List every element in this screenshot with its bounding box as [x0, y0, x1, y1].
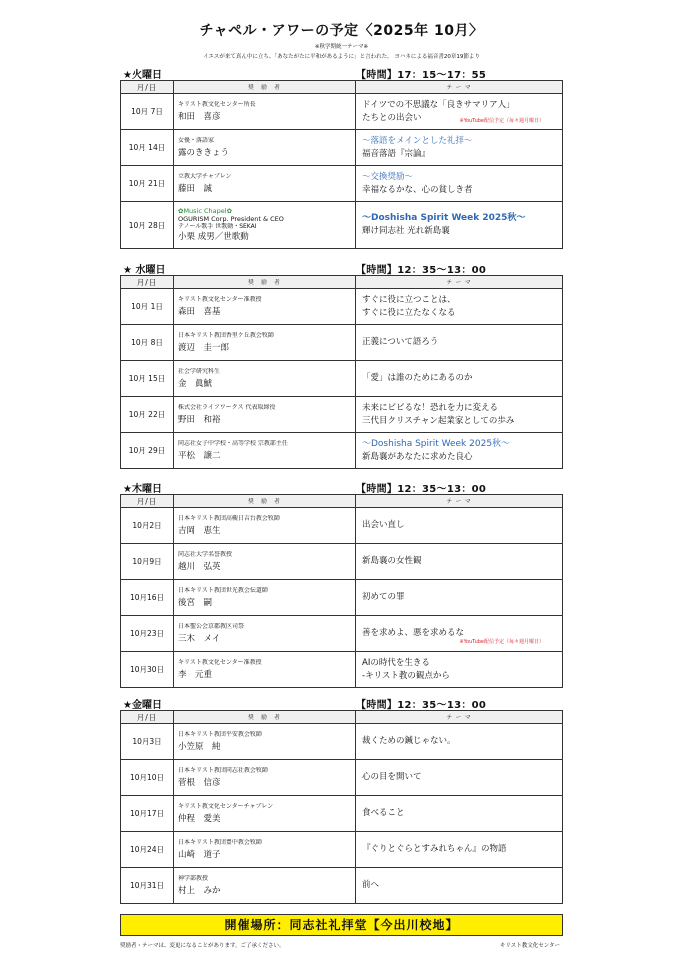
speaker-name: 菅根 信彦 [178, 777, 221, 788]
speaker-name: 山崎 道子 [178, 849, 221, 860]
header-theme: テ ー マ [356, 81, 563, 94]
speaker-role: 同志社大学名誉教授 [178, 550, 233, 558]
theme-cell [356, 130, 563, 166]
theme-line-1: 裁くための鍼じゃない。 [362, 736, 456, 746]
speaker-name: 李 元重 [178, 669, 213, 680]
speaker-name: 三木 メイ [178, 633, 221, 644]
theme-cell [356, 94, 563, 130]
speaker-role: キリスト教文化センター准教授 [178, 658, 262, 666]
theme-line-1: 出会い直し [362, 520, 405, 530]
theme-cell [356, 202, 563, 249]
theme-line-1: 未来にビビるな！恐れを力に変える [362, 402, 499, 413]
table-row [121, 325, 563, 361]
speaker-role: キリスト教文化センター准教授 [178, 295, 262, 303]
theme-cell [356, 868, 563, 904]
date-cell: 10月2日 [121, 508, 174, 544]
speaker-name: 金 眞鯱 [178, 378, 213, 389]
header-date: 月/日 [121, 711, 174, 724]
day-label: ★金曜日 [123, 700, 162, 711]
day-label: ★ 水曜日 [123, 265, 166, 276]
table-row [121, 289, 563, 325]
speaker-cell [174, 166, 356, 202]
day-label: ★木曜日 [123, 484, 162, 495]
date-cell: 10月 22日 [121, 397, 174, 433]
header-theme: テ ー マ [356, 495, 563, 508]
speaker-role: 日本キリスト教団豊中教会牧師 [178, 838, 262, 846]
schedule-table [120, 80, 563, 249]
theme-line-1: ドイツでの不思議な「良きサマリア人」 [362, 99, 515, 110]
theme-cell [356, 325, 563, 361]
date-cell: 10月 15日 [121, 361, 174, 397]
header-theme: テ ー マ [356, 711, 563, 724]
speaker-cell [174, 868, 356, 904]
header-speaker: 奨 励 者 [174, 276, 356, 289]
theme-cell [356, 580, 563, 616]
youtube-note: ※YouTube配信予定（毎々週月曜日） [459, 639, 544, 645]
speaker-role: 日本キリスト教団平安教会牧師 [178, 730, 262, 738]
date-cell: 10月 21日 [121, 166, 174, 202]
date-cell: 10月 1日 [121, 289, 174, 325]
time-label: 【時間】12：35～13：00 [356, 265, 487, 276]
speaker-name: 露のききょう [178, 147, 230, 158]
date-cell: 10月30日 [121, 652, 174, 688]
speaker-role: 日本キリスト教団香里ケ丘教会牧師 [178, 331, 274, 339]
speaker-name: 野田 和裕 [178, 414, 221, 425]
table-row [121, 433, 563, 469]
page-title: チャペル・アワーの予定〈2025年 10月〉 [199, 23, 484, 39]
speaker-role: 日本キリスト教団高槻日吉台教会牧師 [178, 514, 280, 522]
theme-cell [356, 361, 563, 397]
theme-line-1: すぐに役に立つことは、 [362, 294, 456, 305]
schedule-table [120, 275, 563, 469]
footer-organization: キリスト教文化センター [499, 943, 560, 949]
theme-line-1: 『ぐりとぐらとすみれちゃん』の物語 [362, 844, 507, 854]
speaker-role: 日本キリスト教団同志社教会牧師 [178, 766, 268, 774]
theme-line-2: 幸福なるかな、心の貧しき者 [362, 184, 473, 195]
table-row [121, 832, 563, 868]
table-row [121, 166, 563, 202]
speaker-cell [174, 652, 356, 688]
speaker-role: 日本キリスト教団世光教会伝道師 [178, 586, 268, 594]
section-tuesday [120, 64, 563, 249]
speaker-name: 平松 譲二 [178, 450, 221, 461]
speaker-role: 同志社女子中学校・高等学校 宗教部主任 [178, 439, 288, 447]
schedule-table [120, 494, 563, 688]
table-row [121, 724, 563, 760]
speaker-cell [174, 724, 356, 760]
time-label: 【時間】12：35～13：00 [356, 700, 487, 711]
speaker-name: 仲程 愛美 [178, 813, 221, 824]
speaker-cell [174, 616, 356, 652]
theme-line-2: -キリスト教の観点から [362, 670, 450, 681]
header-date: 月/日 [121, 495, 174, 508]
table-row [121, 760, 563, 796]
date-cell: 10月10日 [121, 760, 174, 796]
header-speaker: 奨 励 者 [174, 81, 356, 94]
speaker-role: OGURISM Corp. President & CEO [178, 215, 284, 223]
speaker-cell [174, 760, 356, 796]
theme-cell [356, 289, 563, 325]
speaker-cell [174, 508, 356, 544]
youtube-note: ※YouTube配信予定（毎々週月曜日） [459, 118, 544, 124]
header-date: 月/日 [121, 81, 174, 94]
header-row [121, 81, 563, 94]
date-cell: 10月16日 [121, 580, 174, 616]
theme-line-2: 新島襄があなたに求めた良心 [362, 451, 473, 462]
table-row [121, 397, 563, 433]
theme-line-1: ～Doshisha Spirit Week 2025秋～ [362, 438, 511, 449]
footer-note: 奨励者・テーマは、変更になることがあります。ご了承ください。 [120, 943, 285, 949]
music-chapel-label: ✿Music Chapel✿ [178, 207, 233, 215]
speaker-cell [174, 289, 356, 325]
theme-cell [356, 508, 563, 544]
theme-cell [356, 796, 563, 832]
speaker-cell [174, 580, 356, 616]
speaker-role: 女優・落語家 [178, 136, 215, 144]
table-row [121, 94, 563, 130]
table-row [121, 616, 563, 652]
speaker-name: 後宮 嗣 [178, 597, 213, 608]
theme-cell [356, 397, 563, 433]
speaker-cell [174, 325, 356, 361]
theme-line-1: 心の目を開いて [362, 772, 422, 782]
theme-cell [356, 166, 563, 202]
date-cell: 10月 14日 [121, 130, 174, 166]
header-theme: テ ー マ [356, 276, 563, 289]
day-label: ★火曜日 [123, 70, 162, 81]
theme-line-1: 「愛」は誰のためにあるのか [362, 373, 473, 383]
theme-line-1: ～Doshisha Spirit Week 2025秋～ [362, 213, 526, 223]
table-row [121, 202, 563, 249]
theme-line-2: 福音落語『宗論』 [362, 148, 431, 159]
theme-line-1: ～落語をメインとした礼拝～ [362, 135, 473, 146]
theme-cell [356, 832, 563, 868]
header-row [121, 276, 563, 289]
speaker-cell [174, 796, 356, 832]
speaker-cell [174, 433, 356, 469]
speaker-cell [174, 397, 356, 433]
speaker-role: 日本聖公会京都教区司祭 [178, 622, 245, 630]
speaker-name: 藤田 誠 [178, 183, 213, 194]
theme-cell [356, 433, 563, 469]
time-label: 【時間】12：35～13：00 [356, 484, 487, 495]
speaker-name: 小笠原 純 [178, 741, 221, 752]
speaker-name: 村上 みか [178, 885, 221, 896]
speaker-role: キリスト教文化センター所長 [178, 100, 256, 108]
section-wednesday [120, 259, 563, 469]
table-row [121, 544, 563, 580]
speaker-cell [174, 832, 356, 868]
header-row [121, 711, 563, 724]
table-row [121, 868, 563, 904]
speaker-role: 神学部教授 [178, 874, 209, 882]
date-cell: 10月 28日 [121, 202, 174, 249]
speaker-name: 和田 喜彦 [178, 111, 221, 122]
header-row [121, 495, 563, 508]
speaker-cell [174, 361, 356, 397]
speaker-name: 森田 喜基 [178, 306, 221, 317]
table-row [121, 361, 563, 397]
theme-cell [356, 760, 563, 796]
date-cell: 10月3日 [121, 724, 174, 760]
date-cell: 10月17日 [121, 796, 174, 832]
date-cell: 10月24日 [121, 832, 174, 868]
theme-line-2: 輝け同志社 光れ新島襄 [362, 226, 450, 236]
date-cell: 10月31日 [121, 868, 174, 904]
theme-line-1: ～交換奨励～ [362, 171, 414, 182]
schedule-table [120, 710, 563, 904]
speaker-name: 越川 弘英 [178, 561, 221, 572]
theme-line-1: 善を求めよ、悪を求めるな [362, 628, 465, 638]
theme-line-1: 新島襄の女性観 [362, 556, 422, 566]
speaker-name: 渡辺 圭一郎 [178, 342, 230, 353]
speaker-role: キリスト教文化センターチャプレン [178, 802, 274, 810]
header-date: 月/日 [121, 276, 174, 289]
table-row [121, 580, 563, 616]
speaker-cell [174, 544, 356, 580]
table-row [121, 508, 563, 544]
header-speaker: 奨 励 者 [174, 711, 356, 724]
section-thursday [120, 478, 563, 688]
date-cell: 10月 8日 [121, 325, 174, 361]
header-speaker: 奨 励 者 [174, 495, 356, 508]
date-cell: 10月9日 [121, 544, 174, 580]
theme-cell [356, 652, 563, 688]
date-cell: 10月23日 [121, 616, 174, 652]
speaker-name: 小栗 成男／世歌動 [178, 232, 249, 242]
theme-cell [356, 724, 563, 760]
semester-theme: ※秋学期統一テーマ※ [314, 44, 369, 50]
speaker-role-sub: テノール歌手 世歌動・SEKAI [178, 223, 257, 230]
theme-cell [356, 616, 563, 652]
theme-line-2: たちとの出会い [362, 112, 422, 123]
venue-banner: 開催場所：同志社礼拝堂【今出川校地】 [120, 914, 563, 936]
bible-verse: イエスが来て真ん中に立ち、「あなたがたに平和があるように」と言われた。 ヨハネによる福音書20章19節より [203, 54, 480, 60]
speaker-name: 吉岡 恵生 [178, 525, 221, 536]
theme-line-1: 正義について語ろう [362, 337, 439, 347]
theme-line-1: 食べること [362, 808, 405, 818]
date-cell: 10月 7日 [121, 94, 174, 130]
table-row [121, 130, 563, 166]
table-row [121, 652, 563, 688]
table-row [121, 796, 563, 832]
speaker-role: 社会学研究科生 [178, 367, 221, 375]
theme-line-1: 初めての罪 [362, 592, 405, 602]
speaker-role: 株式会社ライフワークス 代表取締役 [178, 403, 276, 411]
speaker-cell [174, 94, 356, 130]
speaker-role: 立教大学チャプレン [178, 172, 232, 180]
theme-line-2: 三代目クリスチャン起業家としての歩み [362, 415, 515, 426]
speaker-cell [174, 130, 356, 166]
theme-line-1: AIの時代を生きる [362, 657, 430, 668]
theme-line-1: 前へ [362, 880, 380, 890]
section-friday [120, 694, 563, 904]
theme-line-2: すぐに役に立たなくなる [362, 307, 456, 318]
date-cell: 10月 29日 [121, 433, 174, 469]
time-label: 【時間】17：15～17：55 [356, 70, 487, 81]
theme-cell [356, 544, 563, 580]
speaker-cell [174, 202, 356, 249]
